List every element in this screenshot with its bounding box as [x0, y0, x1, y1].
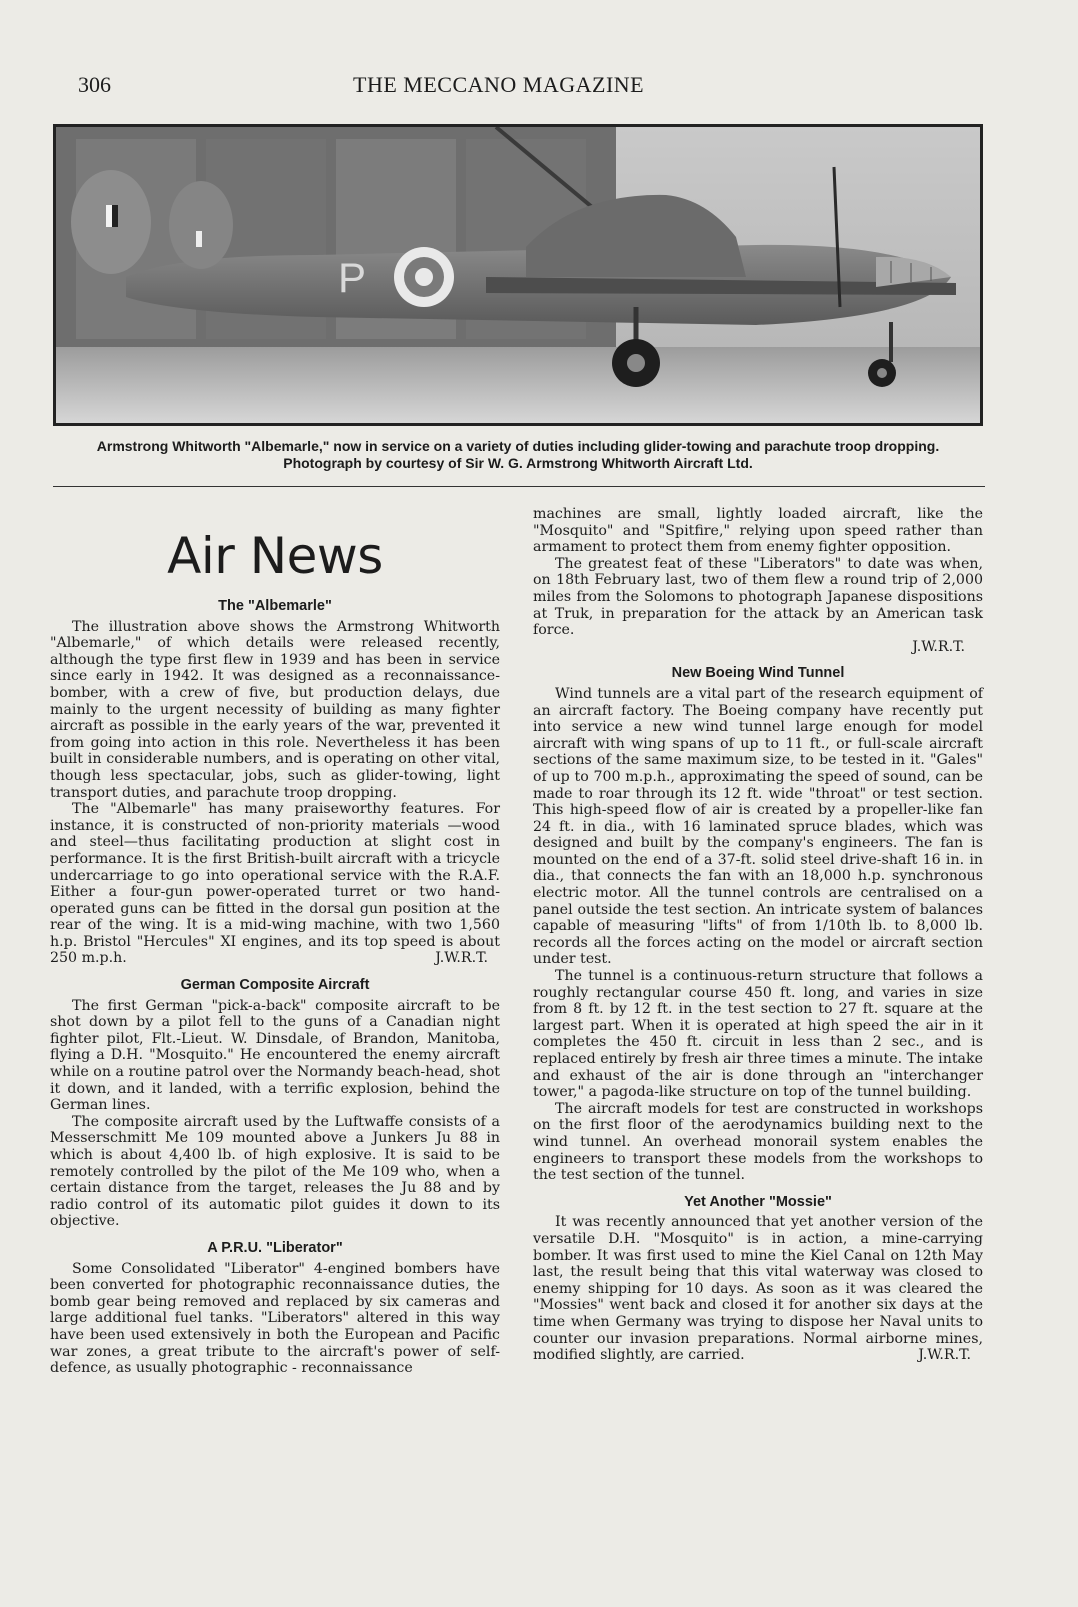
paragraph: The aircraft models for test are constructed in workshops on the first floor of the aerodynamics building next to the wind tunnel. An overhead monorail system enables the engineers to transport these models from the workshops to the test section of the tunnel. — [533, 1100, 983, 1184]
magazine-title: THE MECCANO MAGAZINE — [353, 72, 645, 97]
article-title: Air News — [167, 527, 383, 585]
right-column — [533, 506, 983, 1364]
paragraph: The greatest feat of these "Liberators" to date was when, on 18th February last, two of them flew a round trip of 2,000 miles from the Solomons to photograph Japanese dispositions at Truk, in preparation for the attack by an American task force. — [533, 555, 983, 639]
fuselage-letter: P — [338, 254, 367, 301]
author-signature: J.W.R.T. — [435, 950, 488, 967]
paragraph: Wind tunnels are a vital part of the research equipment of an aircraft factory. The Boeing company have recently put into service a new wind tunnel large enough for model aircraft with wing spans of up to 11 ft., or full-scale aircraft sections of the same maximum size, to be tested in it. "Gales" of up to 700 m.p.h., approximating the speed of sound, can be made to roar through its 12 ft. wide "throat" or test section. This high-speed flow of air is created by a propeller-like fan 24 ft. in dia., with 16 laminated spruce blades, which was designed and built by the company's engineers. The fan is mounted on the end of a 37-ft. solid steel drive-shaft 16 in. in dia., that connects the fan with an 18,000 h.p. synchronous electric motor. All the tunnel controls are centralised on a panel outside the test section. An intricate system of balances capable of measuring "lifts" of from 1/10th lb. to 8,000 lb. records all the forces acting on the model or aircraft section under test. — [533, 685, 983, 968]
aircraft-photograph — [53, 124, 983, 426]
paragraph: The "Albemarle" has many praiseworthy features. For instance, it is constructed of non-priority materials —wood and steel—thus facilitating production at slight cost in performance. It is the first British-built aircraft with a tricycle undercarriage to go into operational service with the R.A.F. Either a four-gun power-operated turret or two hand-operated guns can be fitted in the dorsal gun position at the rear of the wing. It is a mid-wing machine, with two 1,560 h.p. Bristol "Hercules" XI engines, and its top speed is about 250 m.p.h. J.W.R.T. — [50, 801, 500, 967]
section-heading-german-composite: German Composite Aircraft — [180, 977, 370, 994]
paragraph: It was recently announced that yet another version of the versatile D.H. "Mosquito" is in action, a mine-carrying bomber. It was first used to mine the Kiel Canal on 12th May last, the result being that this vital waterway was closed to enemy shipping for 10 days. As soon as it was cleared the "Mossies" went back and closed it for another six days at the time when Germany was trying to dispose her Naval units to counter our invasion preparations. Normal airborne mines, modified slightly, are carried. J.W.R.T. — [533, 1214, 983, 1364]
photo-caption: Armstrong Whitworth "Albemarle," now in service on a variety of duties including glider-towing and parachute troop dropping. Photograph by courtesy of Sir W. G. Armstrong Whitworth Aircraft Ltd. — [96, 438, 940, 471]
paragraph: The composite aircraft used by the Luftwaffe consists of a Messerschmitt Me 109 mounted above a Junkers Ju 88 in which is about 4,400 lb. of high explosive. It is said to be remotely controlled by the pilot of the Me 109 who, when a certain distance from the target, releases the Ju 88 and by radio control of its automatic pilot guides it down to its objective. — [50, 1113, 500, 1230]
author-signature: J.W.R.T. — [918, 1347, 971, 1364]
paragraph: The illustration above shows the Armstrong Whitworth "Albemarle," of which details were released recently, although the type first flew in 1939 and has been in service since early in 1942. It was designed as a reconnaissance-bomber, with a crew of five, but production delays, due mainly to the urgent necessity of building as many fighter aircraft as possible in the early years of the war, prevented it from going into action in this role. Nevertheless it has been built in considerable numbers, and is operating on other vital, though less spectacular, jobs, such as glider-towing, light transport duties, and parachute troop dropping. — [50, 618, 500, 801]
left-column — [50, 520, 500, 1377]
section-heading-albemarle: The "Albemarle" — [218, 598, 332, 614]
paragraph: The tunnel is a continuous-return structure that follows a roughly rectangular course 450 ft. long, and varies in size from 8 ft. by 12 ft. in the test section to 27 ft. square at the largest part. When it is operated at high speed the air in it completes the 450 ft. circuit in less than 2 sec., and is replaced entirely by fresh air three times a minute. The intake and exhaust of the air is done through an "interchanger tower," a pagoda-like structure on top of the tunnel building. — [533, 968, 983, 1101]
page-header — [78, 72, 978, 102]
albemarle-photo-illustration — [56, 127, 980, 423]
page-number: 306 — [78, 72, 111, 97]
section-heading-pru-liberator: A P.R.U. "Liberator" — [207, 1239, 343, 1256]
paragraph: machines are small, lightly loaded aircraft, like the "Mosquito" and "Spitfire," relying upon speed rather than armament to protect them from enemy fighter opposition. — [533, 506, 983, 556]
section-divider — [53, 486, 985, 487]
author-signature: J.W.R.T. — [912, 638, 965, 655]
paragraph: The first German "pick-a-back" composite aircraft to be shot down by a pilot fell to the guns of a Canadian night fighter pilot, Flt.-Lieut. W. Dinsdale, of Brandon, Manitoba, flying a D.H. "Mosquito." He encountered the enemy aircraft while on a routine patrol over the Normandy beach-head, shot it down, and it landed, with a terrific explosion, behind the German lines. — [50, 997, 500, 1114]
section-heading-yet-another-mossie: Yet Another "Mossie" — [684, 1193, 832, 1210]
section-heading-boeing-wind-tunnel: New Boeing Wind Tunnel — [671, 665, 845, 682]
paragraph: Some Consolidated "Liberator" 4-engined bombers have been converted for photographic reconnaissance duties, the bomb gear being removed and replaced by six cameras and large additional fuel tanks. "Liberators" altered in this way have been used extensively in both the European and Pacific war zones, a great tribute to the aircraft's power of self-defence, as usually photographic - reconnaissance — [50, 1260, 500, 1377]
